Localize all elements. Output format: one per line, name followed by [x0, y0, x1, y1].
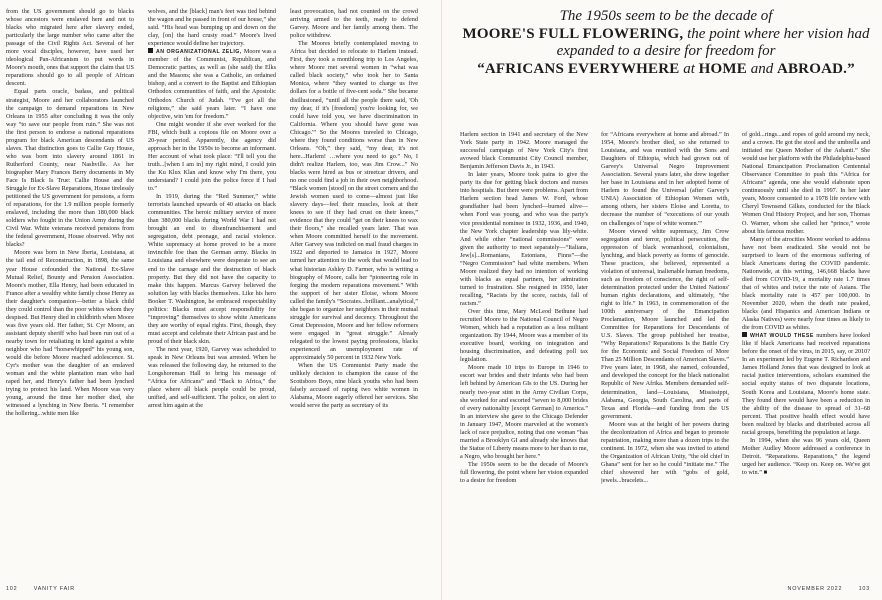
page-number-left: 102 [6, 586, 18, 592]
pull-quote-line-1: The 1950s seem to be the decade of [559, 8, 773, 24]
paragraph: Many of the atrocities Moore worked to address have not been eradicated. She would not be surprised to learn of the enormous suffering of black Americans during the COVID pandemic. Nationwide, at this writing, 146,668 blacks have died from COVID-19, a mortality rate 1.7 times that of whites and twice the rate of Asians. The black mortality rate is 457 per 100,000. In November 2020, when the death rate peaked, blacks (and Hispanics and American Indians or Alaska Natives) were nearly four times as likely to die from COVID as whites. [742, 235, 870, 332]
paragraph: Harlem section in 1941 and secretary of the New York State party in 1942. Moore managed the successful campaign of New York City's first avowed black Communist City Council member, Benjamin Jefferson Davis Jr., in 1943. [460, 131, 588, 171]
paragraph: Moore was at the height of her powers during the decolonization of Africa and began to promote repatriation, making more than a dozen trips to the continent. In 1972, when she was invited to attend the Organization of African Unity, “the old chief in Ghana” sent for her so he could “initiate me.” The chief showered her with “gobs of gold, jewels...bracelets... [601, 420, 729, 485]
page-number-right: 103 [858, 586, 870, 592]
paragraph: The 1950s seem to be the decade of Moore's full flowering, the point where her vision expanded to a desire for freedom [460, 460, 588, 485]
paragraph: One might wonder if she ever worked for the FBI, which built a copious file on Moore over a 20-year period. Apparently, the agency did approach her in the 1950s to become an informant. Her account of what took place: “I'll tell you the truth...[when I am in] my right mind, I could join the Ku Klux Klan and know why I'm there, you understand? I could join the police force if I had to.” [148, 120, 276, 193]
section-text: Moore was a member of the Communist, Republican, and Democratic parties, as well as (she said) the Elks and the Masons; she was a Catholic, an ordained bishop, and a convert to the Baptist and Ethiopian Orthodox communities of faith, and the Apostolic Orthodox Church of Judah. “I've got all the religions,” she said years later. “I have one objective, win 'em for freedom.” [148, 48, 276, 120]
paragraph: In 1994, when she was 96 years old, Queen Mother Audley Moore addressed a conference in Detroit. “Reparations. Reparations,” the legend urged her audience. “Keep on. Keep on. We've got to win.” ■ [742, 436, 870, 476]
issue-date: NOVEMBER 2022 [787, 586, 843, 592]
section-marker-icon [742, 332, 747, 337]
pull-quote-line-4: “AFRICANS EVERYWHERE at HOME and ABROAD.” [477, 60, 855, 77]
article-column-1 [6, 8, 134, 582]
section-text: numbers have looked like if black Americans had received reparations before the onset of the virus, in 2015, say, or 2010? In an experiment led by Eugene T. Richardson and James Holland Jones that was designed to look at racial justice interventions, scholars examined the social equity status of two disparate locations, South Korea and Louisiana, Moore's home state. They found there would have been a reduction in the ability of the disease to spread of 31–68 percent. That positive health effect would have been realized by blacks and distributed across all racial groups, benefiting the population at large. [742, 332, 870, 436]
paragraph: of gold...rings...and ropes of gold around my neck, and a crown. He got the stool and the umbrella and initiated me Queen Mother of the Ashanti.” She would use her platform with the Philadelphia-based National Emancipation Proclamation Centennial Observance Committee to push this “Africa for Africans” agenda, one she would elaborate upon continuously until she died in 1997. In her later years, Moore consented to a 1978 life review with Cheryl Townsend Gilkes, conducted for the Black Women Oral History Project, and her son, Thomas O. Warner, whom she called her “prince,” wrote about his famous mother. [742, 131, 870, 235]
paragraph: Moore was born in New Iberia, Louisiana, at the tail end of Reconstruction, in 1898, the same year House cofounded the National Ex-Slave Mutual Relief, Bounty and Pension Association. Moore's mother, Ella Henry, had been educated in France after a wealthy white family chose Henry as their daughter's companion—better a black child they could control than the poor whites whom they despised. But Henry died in childbirth when Moore was five years old. Her father, St. Cyr Moore, an assistant deputy sheriff who had been run out of a nearby town for retaliating in kind against a white neighbor who had “horsewhipped” his young son, would die before Moore reached adolescence. St. Cyr's mother was the daughter of an enslaved woman and the white plantation man who had raped her, and Henry's father had been lynched trying to protect his land. When Moore was very young, around the time her mother died, she witnessed a lynching in New Iberia. “I remember the hollering...white men like [6, 249, 134, 418]
paragraph: wolves, and the [black] man's feet was tied behind the wagon and he passed in front of our house,” she said. “His head was bumping up and down on the clay, [on] the hard crusty road.” Moore's lived experience would define her trajectory. [148, 8, 276, 48]
center-fold [441, 0, 442, 600]
paragraph: Equal parts oracle, badass, and political strategist, Moore and her collaborators launched the campaign to demand reparations in New Orleans in 1955 after concluding it was the only way “to save our people from ruin.” She was not the first person to endorse a national reparations program for black American descendants of US slaves. That distinction goes to Callie Guy House, who was born into slavery around 1861 in Rutherford County, near Nashville. As her biographer Mary Frances Berry documents in My Face Is Black Is True: Callie House and the Struggle for Ex-Slave Reparations, House tirelessly petitioned the US government for pensions, a form of reparations, for the 1.9 million people formerly enslaved, including the more than 180,000 black soldiers who fought in the Union Army during the Civil War. White veterans received pensions from the federal government, House observed. Why not blacks? [6, 88, 134, 249]
paragraph: When the US Communist Party made the unlikely decision to champion the cause of the Scottsboro Boys, nine black youths who had been falsely accused of raping two white women in Alabama, Moore eagerly offered her services. She would serve the party as secretary of its [290, 362, 418, 410]
section-marker-icon [148, 48, 153, 53]
paragraph: The Moores briefly contemplated moving to Africa but decided to relocate to Harlem instead. First, they took a monthlong trip to Los Angeles, where Moore met several women in “what was called black society,” who took her to Santa Monica, where “they wanted to charge us five dollars for a bottle of five-cent soda.” She became disillusioned, “until all the people there said, 'Oh my dear, if it's [freedom] you're looking for, we could have told you, we have discrimination in California. Where you should have gone was Chicago.'” So the Moores traveled to Chicago, where they found conditions worse than in New Orleans. “Oh,” they said, “my dear, it's not here...Harlem! …where you need to go.” No, I didn't realize Harlem, too, was Jim Crow...” No blacks were hired as bus or streetcar drivers, and no one could find a job in their own neighborhood. “Black women [stood] on the street corners and the Jewish women used to come—almost just like slavery days—feel their muscles, look at their knees to see if they had crust on their knees,” evidence that they could “get on their knees to wax their floors,” she recalled years later. That was when Moore committed herself to the movement. After Garvey was indicted on mail fraud charges in 1922 and deported to Jamaica in 1927, Moore turned her attention to the work that would lead to what historian Ashley D. Farmer, who is writing a biography of Moore, calls her “pioneering role in forging the modern reparations movement.” With the support of her sister Eloise, whom Moore called the family's “Socrates...brilliant...analytical,” she began to organize her neighbors in their mutual struggle for survival and decency. Throughout the Great Depression, Moore and her fellow reformers were engaged in “great struggle.” Already relegated to the lowest paying professions, blacks experienced an unemployment rate of approximately 50 percent in 1932 New York. [290, 40, 418, 362]
footer-right [788, 586, 870, 594]
pull-quote [462, 8, 870, 78]
article-column-6 [742, 131, 870, 582]
footer-left [6, 586, 75, 594]
paragraph: for “Africans everywhere at home and abroad.” In 1954, Moore's brother died, so she returned to Louisiana, and was reunited with the Sons and Daughters of Ethiopia, which had grown out of Garvey's Universal Negro Improvement Association. Several years later, she drew together her base in Louisiana and in her adopted home of Harlem to found the Universal (after Garvey's UNIA) Association of Ethiopian Women with, among others, her sisters Eloise and Loretta, to decrease the number of “executions of our youth on challenges of 'rape of white women.'” [601, 131, 729, 227]
article-column-4 [460, 131, 588, 582]
magazine-name: VANITY FAIR [33, 586, 75, 592]
paragraph: The next year, 1920, Garvey was scheduled to speak in New Orleans but was arrested. When he was released the following day, he returned to the Longshoreman Hall to bring his message of “Africa for Africans” and “Back to Africa,” the place where all black people could be proud, unified, and self-sufficient. The police, on alert to arrest him again at the [148, 345, 276, 410]
article-column-2 [148, 8, 276, 582]
paragraph: least provocation, had not counted on the crowd arriving armed to the teeth, ready to defend Garvey. Moore and her family among them. The police withdrew. [290, 8, 418, 40]
section-lead-in: WHAT WOULD THESE [750, 333, 817, 340]
paragraph: from the US government should go to blacks whose ancestors were enslaved here and not to blacks who migrated here after slavery ended, particularly the large number who came after the passage of the Civil Rights Act. Several of her more vocal disciples, however, have used her ideological Pan-Africanism to put words in Moore's mouth, ones that support the claim that US reparations should go to all people of African descent. [6, 8, 134, 88]
paragraph: In later years, Moore took pains to give the party its due for getting black doctors and nurses into hospitals. But there were problems. Apart from Harlem section head James W. Ford, whose grandfather had been lynched—burned alive—when Ford was young, and who was the party's vice presidential nominee in 1932, 1936, and 1940, the New York chapter leadership was lily-white. And while other “national commissions” were given the authority to meet separately—“Italians, Jew[s]...Romanians, Estonians, Finns”—the “Negro Commission” had white members. When Moore realized they had no intention of working with blacks as equal partners, her admiration turned to frustration. She resigned in 1950, later recalling, “Racists by the score, racists, fall of racism.” [460, 171, 588, 307]
pull-quote-line-3: expanded to a desire for freedom for [556, 43, 776, 59]
article-column-3 [290, 8, 418, 582]
paragraph [742, 332, 870, 437]
paragraph: Moore made 10 trips to Europe in 1946 to escort war brides and their infants who had been left behind by American GIs to the US. During her nearly two-year stint in the Army Civilian Corps, she worked for and escorted “seven to 8,000 brides of every nationality [except German] to America.” In an interview she gave to the Chicago Defender in January 1947, Moore marveled at the women's lack of race prejudice, noting that one woman “has married a Brooklyn GI and already she knows that the Statue of Liberty means more to her than to me, a Negro, who brought her here.” [460, 364, 588, 460]
article-column-5 [601, 131, 729, 582]
paragraph: Moore viewed white supremacy, Jim Crow segregation and terror, political persecution, the oppression of black womanhood, colonialism, lynching, and black poverty as forms of genocide. These practices, she believed, represented a violation of universal, inalienable human freedoms, such as freedom of conscience, the right of self-determination protected under the United Nations' human rights declarations, and ultimately, “the right to life.” In 1963, in commemoration of the 100th anniversary of the Emancipation Proclamation, Moore launched and led the Committee for Reparations for Descendants of U.S. Slaves. The group published her treatise, “Why Reparations? Reparations Is the Battle Cry for the Economic and Social Freedom of More Than 25 Million Descendants of American Slaves.” Five years later, in 1968, she named, cofounded, and developed the concept for the black nationalist Republic of New Afrika. Members demanded self-determination, land—Louisiana, Mississippi, Alabama, Georgia, South Carolina, and parts of Texas and Florida—and funding from the US government. [601, 227, 729, 420]
section-lead-in: AN ORGANIZATIONAL ZELIG, [156, 49, 244, 56]
paragraph [148, 48, 276, 120]
paragraph: In 1919, during the “Red Summer,” white terrorists launched upwards of 40 attacks on black communities. The heroic military service of more than 380,000 blacks during World War I had not brought an end to disenfranchisement and segregation, debt peonage, and racial violence. White supremacy at home proved to be a more invincible foe than the German army. Blacks in Louisiana and elsewhere were desperate to see an end to the carnage and the destruction of black property. But they did not have the capacity to make this happen. Marcus Garvey believed the solution lay with blacks themselves. Like his hero Booker T. Washington, he embraced respectability politics: Blacks must accept responsibility for “improving” themselves to show white Americans they are worthy of equal rights. First, though, they must accept and celebrate their African past and be proud of their black skin. [148, 193, 276, 345]
pull-quote-line-2: MOORE'S FULL FLOWERING, the point where her vision had [462, 25, 870, 42]
paragraph: Over this time, Mary McLeod Bethune had recruited Moore to the National Council of Negro Women, which had a reputation as a less militant organization. By 1944, Moore was a member of its executive board, working on integration and housing discrimination, and defeating poll tax legislation. [460, 308, 588, 364]
